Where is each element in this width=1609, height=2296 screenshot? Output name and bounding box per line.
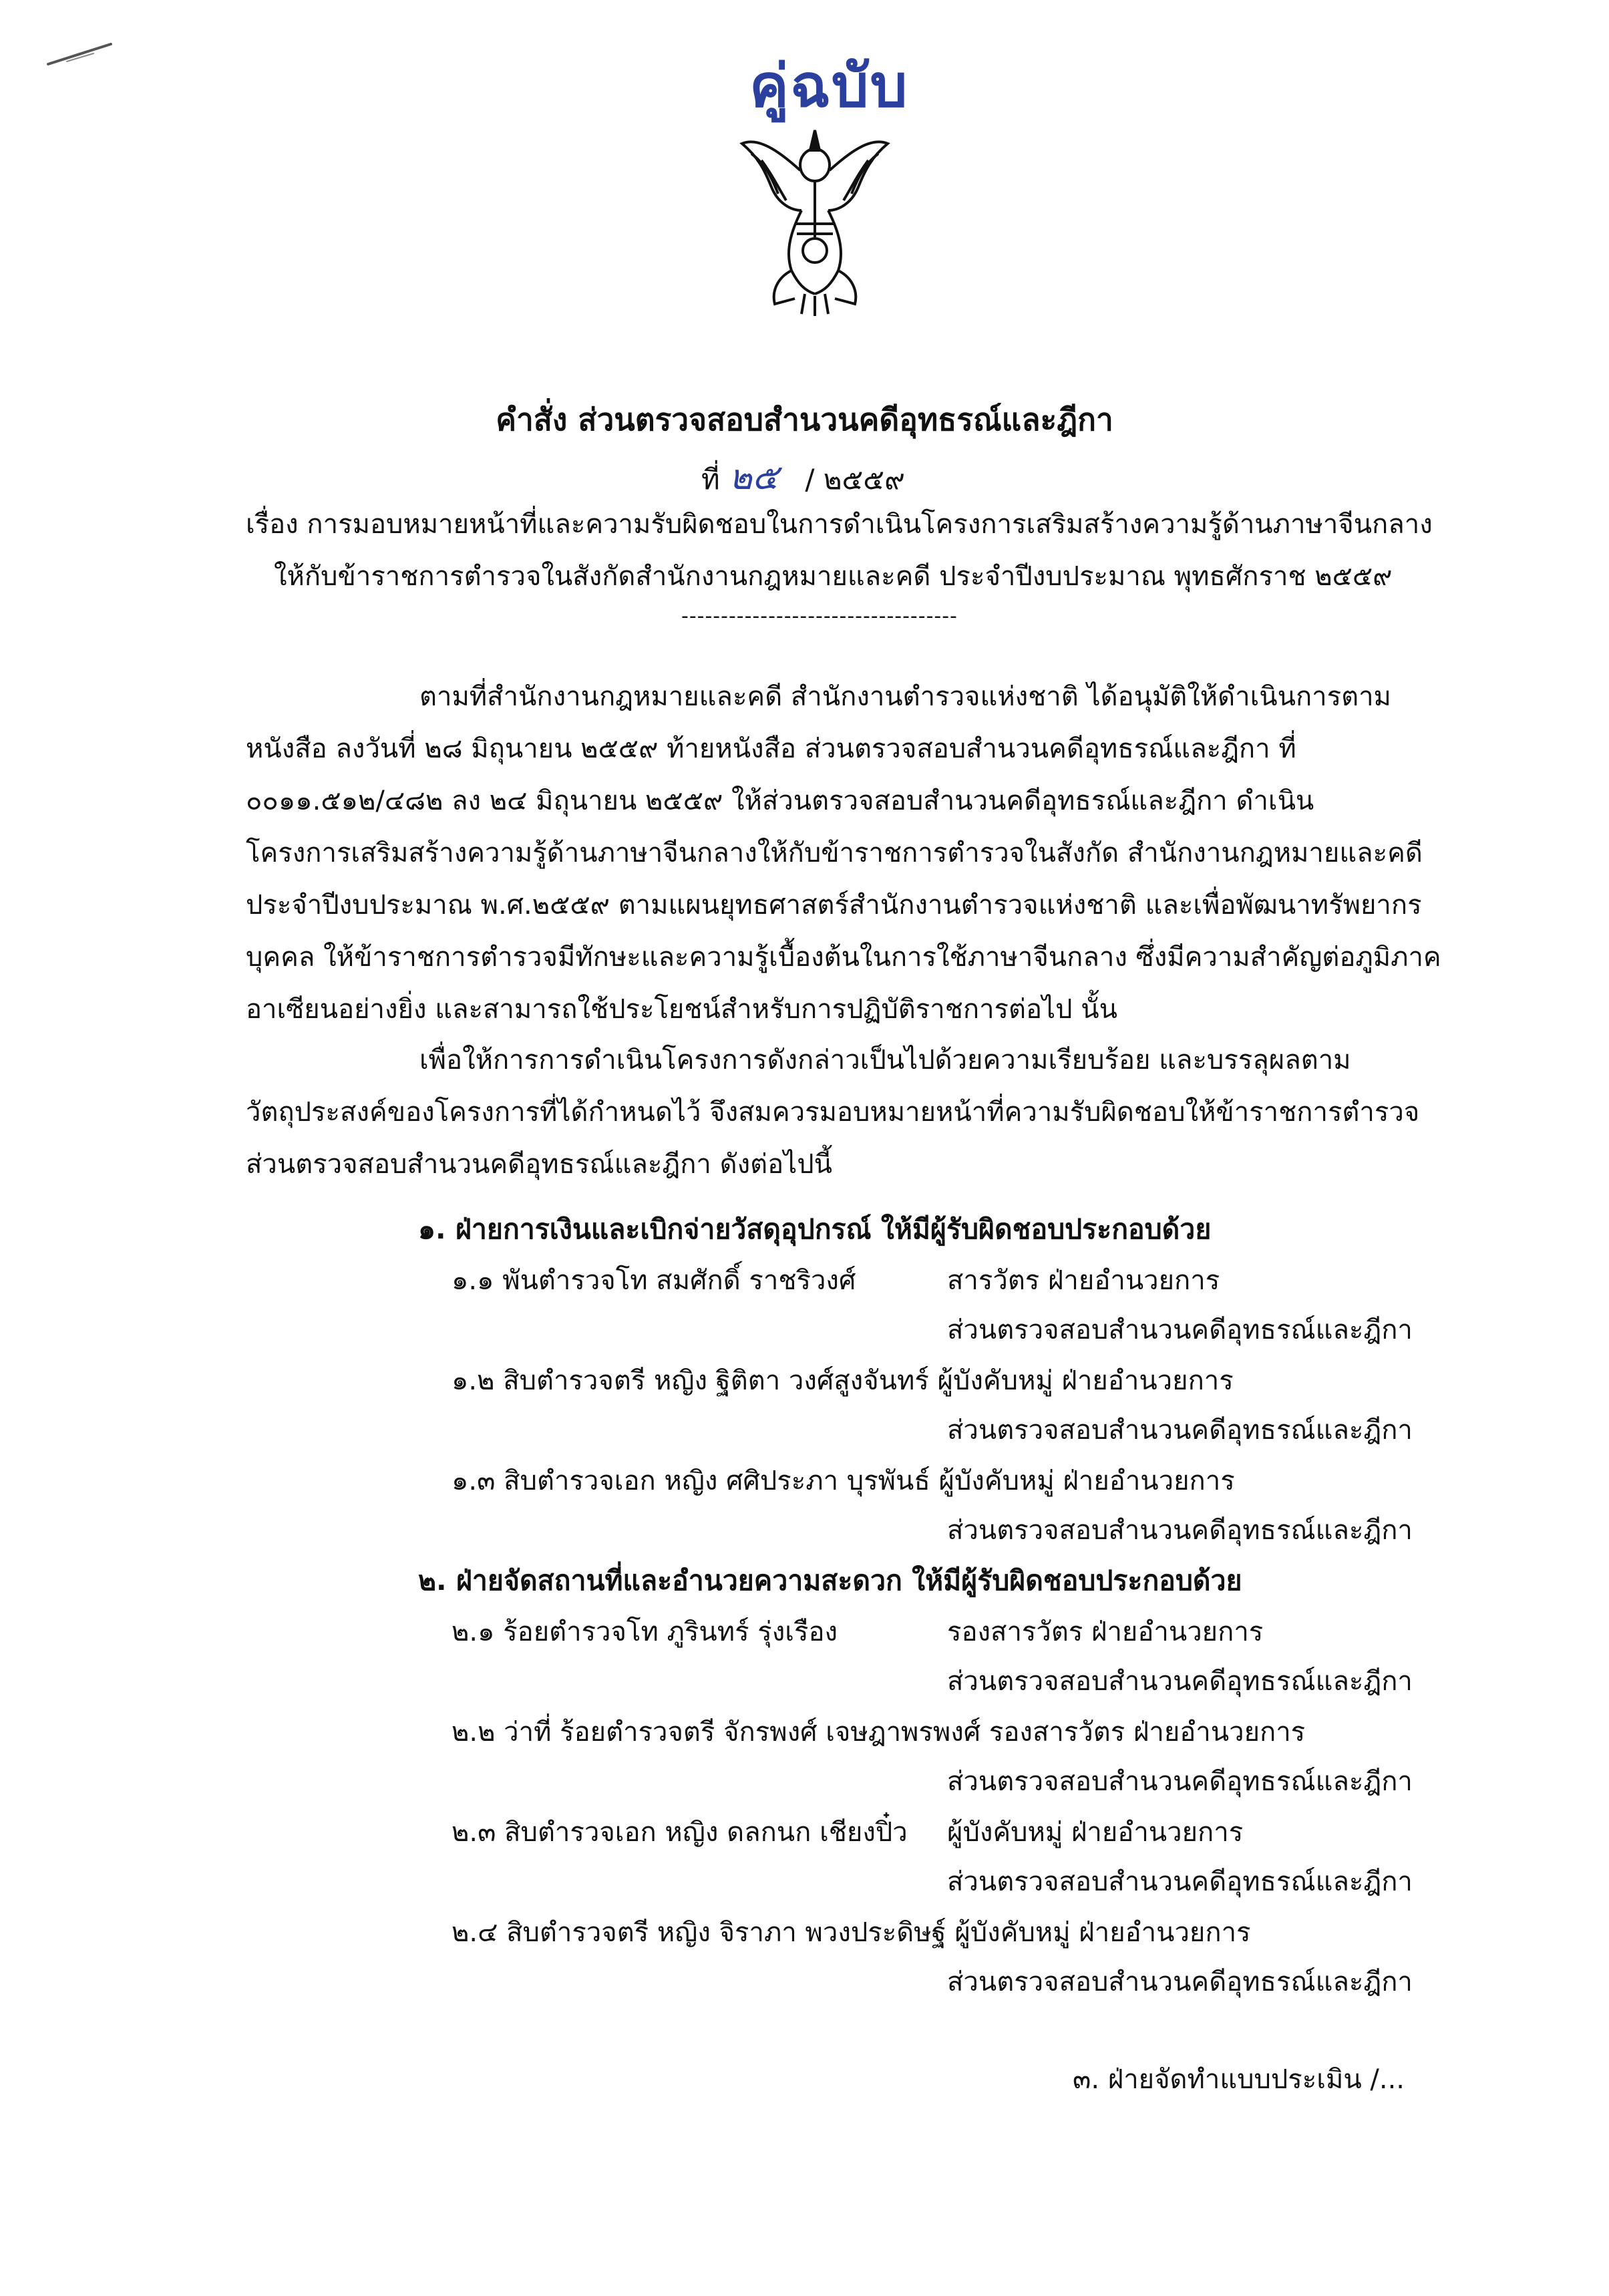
body-p1-line-7: อาเซียนอย่างยิ่ง และสามารถใช้ประโยชน์สำหรับการปฏิบัติราชการต่อไป นั้น bbox=[246, 994, 1117, 1025]
section-2-heading: ๒. ฝ่ายจัดสถานที่และอำนวยความสะดวก ให้มีผู้รับผิดชอบประกอบด้วย bbox=[418, 1565, 1242, 1597]
item-2-3-unit: ส่วนตรวจสอบสำนวนคดีอุทธรณ์และฎีกา bbox=[947, 1866, 1413, 1897]
subject-line-1: เรื่อง การมอบหมายหน้าที่และความรับผิดชอบในการดำเนินโครงการเสริมสร้างความรู้ด้านภาษาจีนกลาง bbox=[246, 509, 1433, 540]
item-2-1-unit: ส่วนตรวจสอบสำนวนคดีอุทธรณ์และฎีกา bbox=[947, 1666, 1413, 1697]
item-2-3-position: ผู้บังคับหมู่ ฝ่ายอำนวยการ bbox=[947, 1817, 1244, 1848]
item-1-1-name: ๑.๑ พันตำรวจโท สมศักดิ์ ราชริวงศ์ bbox=[452, 1265, 856, 1296]
item-2-4-name: ๒.๔ สิบตำรวจตรี หญิง จิราภา พวงประดิษฐ์ ผู้บังคับหมู่ ฝ่ายอำนวยการ bbox=[452, 1917, 1251, 1948]
item-2-2-name: ๒.๒ ว่าที่ ร้อยตำรวจตรี จักรพงศ์ เจษฎาพรพงศ์ รองสารวัตร ฝ่ายอำนวยการ bbox=[452, 1717, 1306, 1748]
body-p1-line-3: ๐๐๑๑.๕๑๒/๔๘๒ ลง ๒๔ มิถุนายน ๒๕๕๙ ให้ส่วนตรวจสอบสำนวนคดีอุทธรณ์และฎีกา ดำเนิน bbox=[246, 786, 1314, 816]
garuda-emblem-icon bbox=[738, 124, 892, 317]
item-2-3-name: ๒.๓ สิบตำรวจเอก หญิง ดลกนก เชียงปิ๋ว bbox=[452, 1817, 908, 1848]
body-p2-line-2: วัตถุประสงค์ของโครงการที่ได้กำหนดไว้ จึงสมควรมอบหมายหน้าที่ความรับผิดชอบให้ข้าราชการตำรวจ bbox=[246, 1097, 1420, 1128]
item-2-4-unit: ส่วนตรวจสอบสำนวนคดีอุทธรณ์และฎีกา bbox=[947, 1967, 1413, 1997]
number-year: / ๒๕๕๙ bbox=[805, 463, 905, 496]
copy-stamp: คู่ฉบับ bbox=[749, 51, 909, 120]
order-title: คำสั่ง ส่วนตรวจสอบสำนวนคดีอุทธรณ์และฎีกา bbox=[496, 401, 1113, 438]
body-p2-line-1: เพื่อให้การการดำเนินโครงการดังกล่าวเป็นไปด้วยความเรียบร้อย และบรรลุผลตาม bbox=[419, 1045, 1351, 1076]
item-2-1-position: รองสารวัตร ฝ่ายอำนวยการ bbox=[947, 1617, 1264, 1647]
item-2-1-name: ๒.๑ ร้อยตำรวจโท ภูรินทร์ รุ่งเรือง bbox=[452, 1617, 838, 1647]
item-1-3-name: ๑.๓ สิบตำรวจเอก หญิง ศศิประภา บุรพันธ์ ผู้บังคับหมู่ ฝ่ายอำนวยการ bbox=[452, 1466, 1235, 1496]
body-p1-line-1: ตามที่สำนักงานกฎหมายและคดี สำนักงานตำรวจแห่งชาติ ได้อนุมัติให้ดำเนินการตาม bbox=[419, 681, 1391, 712]
body-p2-line-3: ส่วนตรวจสอบสำนวนคดีอุทธรณ์และฎีกา ดังต่อไปนี้ bbox=[246, 1149, 832, 1180]
body-p1-line-4: โครงการเสริมสร้างความรู้ด้านภาษาจีนกลางให้กับข้าราชการตำรวจในสังกัด สำนักงานกฎหมายและคดี bbox=[246, 838, 1423, 868]
subject-line-2: ให้กับข้าราชการตำรวจในสังกัดสำนักงานกฎหมายและคดี ประจำปีงบประมาณ พุทธศักราช ๒๕๕๙ bbox=[274, 561, 1393, 592]
section-1-heading: ๑. ฝ่ายการเงินและเบิกจ่ายวัสดุอุปกรณ์ ให้มีผู้รับผิดชอบประกอบด้วย bbox=[418, 1213, 1212, 1245]
body-p1-line-5: ประจำปีงบประมาณ พ.ศ.๒๕๕๙ ตามแผนยุทธศาสตร์สำนักงานตำรวจแห่งชาติ และเพื่อพัฒนาทรัพยากร bbox=[246, 890, 1422, 921]
item-1-3-unit: ส่วนตรวจสอบสำนวนคดีอุทธรณ์และฎีกา bbox=[947, 1515, 1413, 1546]
page-continuation: ๓. ฝ่ายจัดทำแบบประเมิน /... bbox=[1073, 2064, 1405, 2095]
body-p1-line-6: บุคคล ให้ข้าราชการตำรวจมีทักษะและความรู้เบื้องต้นในการใช้ภาษาจีนกลาง ซึ่งมีความสำคัญต่อภูมิภาค bbox=[246, 942, 1441, 973]
item-1-2-name: ๑.๒ สิบตำรวจตรี หญิง ฐิติตา วงศ์สูงจันทร์ ผู้บังคับหมู่ ฝ่ายอำนวยการ bbox=[452, 1365, 1234, 1396]
body-p1-line-2: หนังสือ ลงวันที่ ๒๘ มิถุนายน ๒๕๕๙ ท้ายหนังสือ ส่วนตรวจสอบสำนวนคดีอุทธรณ์และฎีกา ที่ bbox=[246, 733, 1296, 764]
item-1-1-position: สารวัตร ฝ่ายอำนวยการ bbox=[947, 1265, 1220, 1296]
divider-line: ----------------------------------- bbox=[681, 605, 958, 628]
order-number bbox=[701, 449, 905, 504]
number-prefix: ที่ bbox=[701, 463, 720, 496]
number-handwritten: ๒๕ bbox=[729, 458, 779, 498]
item-1-2-unit: ส่วนตรวจสอบสำนวนคดีอุทธรณ์และฎีกา bbox=[947, 1415, 1413, 1446]
item-2-2-unit: ส่วนตรวจสอบสำนวนคดีอุทธรณ์และฎีกา bbox=[947, 1766, 1413, 1797]
item-1-1-unit: ส่วนตรวจสอบสำนวนคดีอุทธรณ์และฎีกา bbox=[947, 1315, 1413, 1345]
pen-stroke-mark bbox=[47, 41, 114, 68]
